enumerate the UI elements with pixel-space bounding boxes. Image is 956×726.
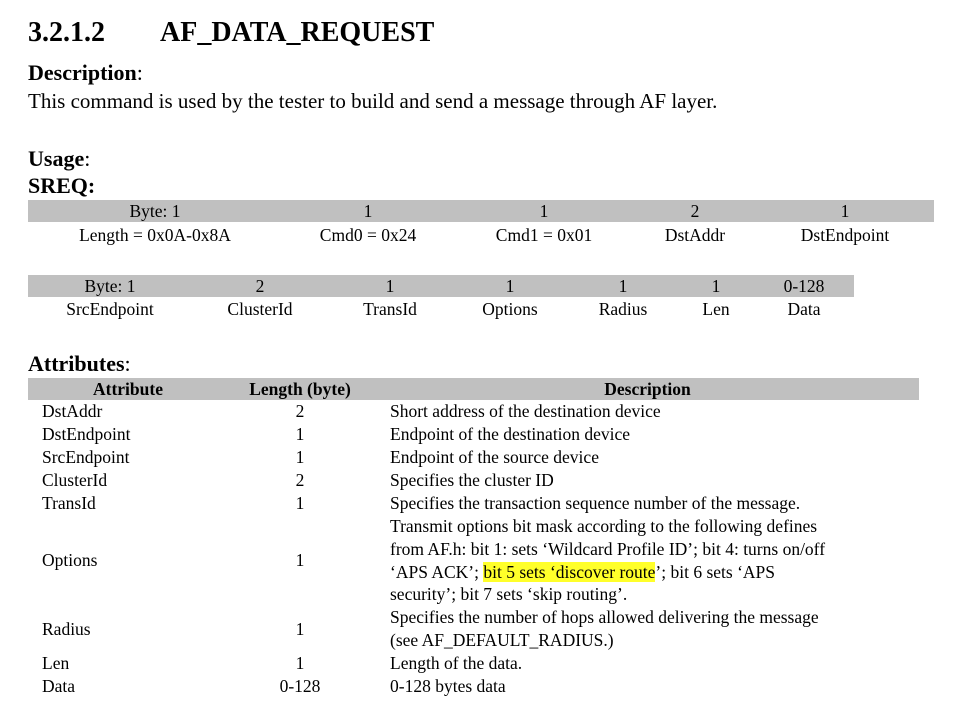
- attribute-name: DstAddr: [42, 401, 103, 421]
- frame2-size-transid: 1: [385, 276, 395, 296]
- attribute-description: Short address of the destination device: [390, 401, 661, 421]
- frame1-size-cmd1: 1: [539, 201, 549, 221]
- attribute-length: 0-128: [279, 676, 321, 696]
- attribute-length: 1: [295, 550, 305, 570]
- frame1-size-length: Byte: 1: [129, 201, 181, 221]
- frame2-size-radius: 1: [618, 276, 628, 296]
- frame2-field-transid: TransId: [363, 299, 417, 319]
- attribute-name: Data: [42, 676, 76, 696]
- frame2-field-clusterid: ClusterId: [227, 299, 293, 319]
- attribute-length: 1: [295, 493, 305, 513]
- usage-heading: [28, 146, 90, 172]
- attribute-description: [390, 606, 819, 652]
- usage-colon: :: [84, 146, 91, 171]
- attribute-length: 2: [295, 401, 305, 421]
- attribute-description: Specifies the transaction sequence number of the message.: [390, 493, 801, 513]
- attribute-length: 2: [295, 470, 305, 490]
- description-line: [390, 561, 825, 584]
- description-line: from AF.h: bit 1: sets ‘Wildcard Profile ID’; bit 4: turns on/off: [390, 538, 826, 559]
- attribute-length: 1: [295, 424, 305, 444]
- attribute-description: 0-128 bytes data: [390, 676, 506, 696]
- header-length: Length (byte): [249, 379, 351, 399]
- attribute-description: Length of the data.: [390, 653, 523, 673]
- header-attribute: Attribute: [93, 379, 163, 399]
- description-line: Specifies the number of hops allowed delivering the message: [390, 607, 819, 627]
- sreq-heading: SREQ:: [28, 173, 96, 198]
- header-description: Description: [604, 379, 691, 399]
- frame1-field-cmd1: Cmd1 = 0x01: [495, 225, 593, 245]
- frame1-field-length: Length = 0x0A-0x8A: [79, 225, 231, 245]
- section-title: AF_DATA_REQUEST: [160, 17, 435, 48]
- attribute-length: 1: [295, 447, 305, 467]
- frame2-size-options: 1: [505, 276, 515, 296]
- attributes-label: Attributes: [28, 351, 125, 376]
- frame2-field-len: Len: [702, 299, 730, 319]
- description-line: Transmit options bit mask according to the following defines: [390, 516, 818, 536]
- description-line: (see AF_DEFAULT_RADIUS.): [390, 629, 614, 650]
- frame2-size-data: 0-128: [783, 276, 825, 296]
- frame2-field-srcendpoint: SrcEndpoint: [66, 299, 154, 319]
- description-text: ’; bit 6 sets ‘APS: [655, 561, 776, 582]
- attributes-heading: [28, 351, 131, 377]
- section-number: 3.2.1.2: [28, 17, 105, 48]
- attribute-name: Radius: [42, 619, 91, 639]
- highlighted-text: bit 5 sets ‘discover route: [483, 561, 656, 582]
- frame1-size-dstendpoint: 1: [840, 201, 850, 221]
- attribute-length: 1: [295, 653, 305, 673]
- attribute-description: Endpoint of the destination device: [390, 424, 631, 444]
- attribute-name: Len: [42, 653, 70, 673]
- attribute-name: Options: [42, 550, 98, 570]
- attribute-name: SrcEndpoint: [42, 447, 130, 467]
- frame1-field-dstaddr: DstAddr: [664, 225, 726, 245]
- attribute-name: DstEndpoint: [42, 424, 131, 444]
- attribute-length: 1: [295, 619, 305, 639]
- description-text: This command is used by the tester to build and send a message through AF layer.: [28, 89, 718, 113]
- description-colon: :: [136, 60, 143, 85]
- frame1-field-dstendpoint: DstEndpoint: [800, 225, 890, 245]
- description-text: ‘APS ACK’;: [390, 561, 484, 582]
- frame1-size-cmd0: 1: [363, 201, 373, 221]
- frame1-size-dstaddr: 2: [690, 201, 700, 221]
- attribute-name: ClusterId: [42, 470, 108, 490]
- frame2-field-data: Data: [787, 299, 821, 319]
- frame2-size-len: 1: [711, 276, 721, 296]
- attributes-colon: :: [124, 351, 131, 376]
- attribute-description: Endpoint of the source device: [390, 447, 599, 467]
- usage-label: Usage: [28, 146, 85, 171]
- frame2-size-srcendpoint: Byte: 1: [84, 276, 136, 296]
- frame2-size-clusterid: 2: [255, 276, 265, 296]
- description-line: security’; bit 7 sets ‘skip routing’.: [390, 584, 628, 605]
- frame2-field-radius: Radius: [598, 299, 648, 319]
- description-heading: [28, 60, 143, 86]
- description-label: Description: [28, 60, 137, 85]
- frame2-field-options: Options: [482, 299, 538, 319]
- attribute-description: [390, 515, 825, 606]
- attribute-name: TransId: [42, 493, 96, 513]
- frame1-field-cmd0: Cmd0 = 0x24: [319, 225, 417, 245]
- attribute-description: Specifies the cluster ID: [390, 470, 554, 490]
